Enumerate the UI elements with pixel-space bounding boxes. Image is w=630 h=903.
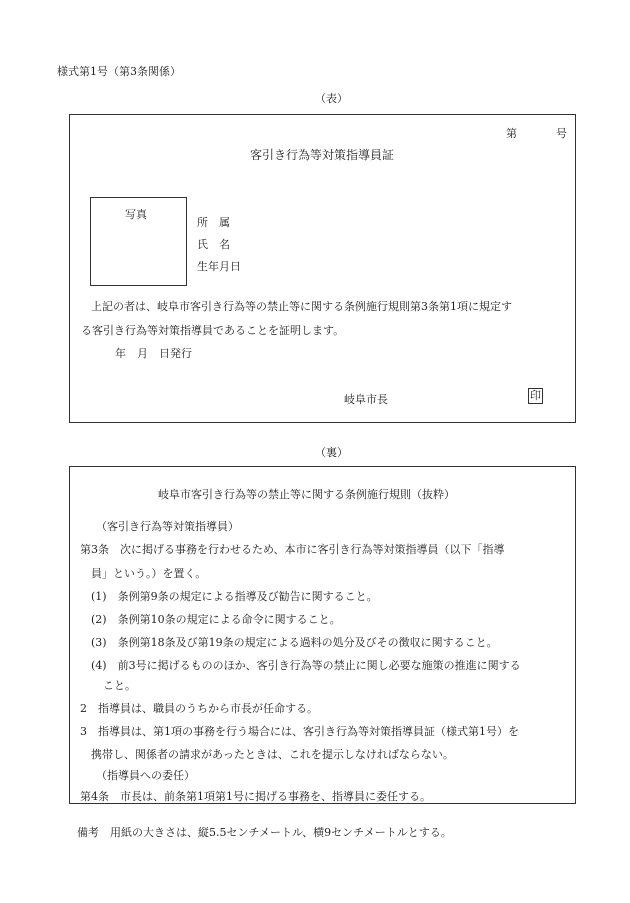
certification-line-2: る客引き行為等対策指導員であることを証明します。 (81, 324, 345, 337)
article-3-paragraph: 携帯し、関係者の請求があったときは、これを提示しなければならない。 (91, 748, 454, 761)
article-3-paragraph: 2 指導員は、職員のうちから市長が任命する。 (80, 702, 318, 715)
field-birthdate: 生年月日 (197, 260, 241, 273)
front-card (69, 114, 576, 423)
issuer: 岐阜市長 (344, 393, 388, 406)
article-3-item: (3) 条例第18条及び第19条の規定による過料の処分及びその徴収に関すること。 (91, 636, 498, 649)
article-3-line: 員」という。）を置く。 (91, 567, 207, 580)
regulation-title: 岐阜市客引き行為等の禁止等に関する条例施行規則（抜粋） (158, 488, 455, 501)
number-dai: 第 (506, 127, 517, 140)
article-3-item: (1) 条例第9条の規定による指導及び勧告に関すること。 (91, 590, 378, 603)
back-card (69, 466, 576, 804)
field-name: 氏 名 (197, 238, 230, 251)
article-heading: （客引き行為等対策指導員） (96, 520, 239, 533)
article-3-paragraph: 3 指導員は、第1項の事務を行う場合には、客引き行為等対策指導員証（様式第1号）を (80, 725, 519, 738)
front-side-label: （表） (315, 92, 348, 105)
back-side-label: （裏） (315, 446, 348, 459)
photo-label: 写真 (125, 208, 147, 221)
article-heading: （指導員への委任） (96, 769, 195, 782)
certification-line-1: 上記の者は、岐阜市客引き行為等の禁止等に関する条例施行規則第3条第1項に規定す (91, 300, 512, 313)
card-title: 客引き行為等対策指導員証 (250, 148, 395, 162)
field-affiliation: 所 属 (197, 216, 230, 229)
number-go: 号 (556, 127, 567, 140)
remark: 備考 用紙の大きさは、縦5.5センチメートル、横9センチメートルとする。 (77, 826, 452, 839)
photo-box (90, 197, 187, 286)
article-3-line: 第3条 次に掲げる事務を行わせるため、本市に客引き行為等対策指導員（以下「指導 (80, 543, 505, 556)
form-label: 様式第1号（第3条関係） (57, 65, 181, 78)
article-3-item: (4) 前3号に掲げるもののほか、客引き行為等の禁止に関し必要な施策の推進に関する (91, 659, 521, 672)
article-3-item: こと。 (103, 679, 136, 692)
seal-mark: 印 (530, 389, 541, 402)
article-3-item: (2) 条例第10条の規定による命令に関すること。 (91, 613, 341, 626)
issue-date: 年 月 日発行 (115, 347, 192, 360)
article-4-line: 第4条 市長は、前条第1項第1号に掲げる事務を、指導員に委任する。 (80, 790, 431, 803)
